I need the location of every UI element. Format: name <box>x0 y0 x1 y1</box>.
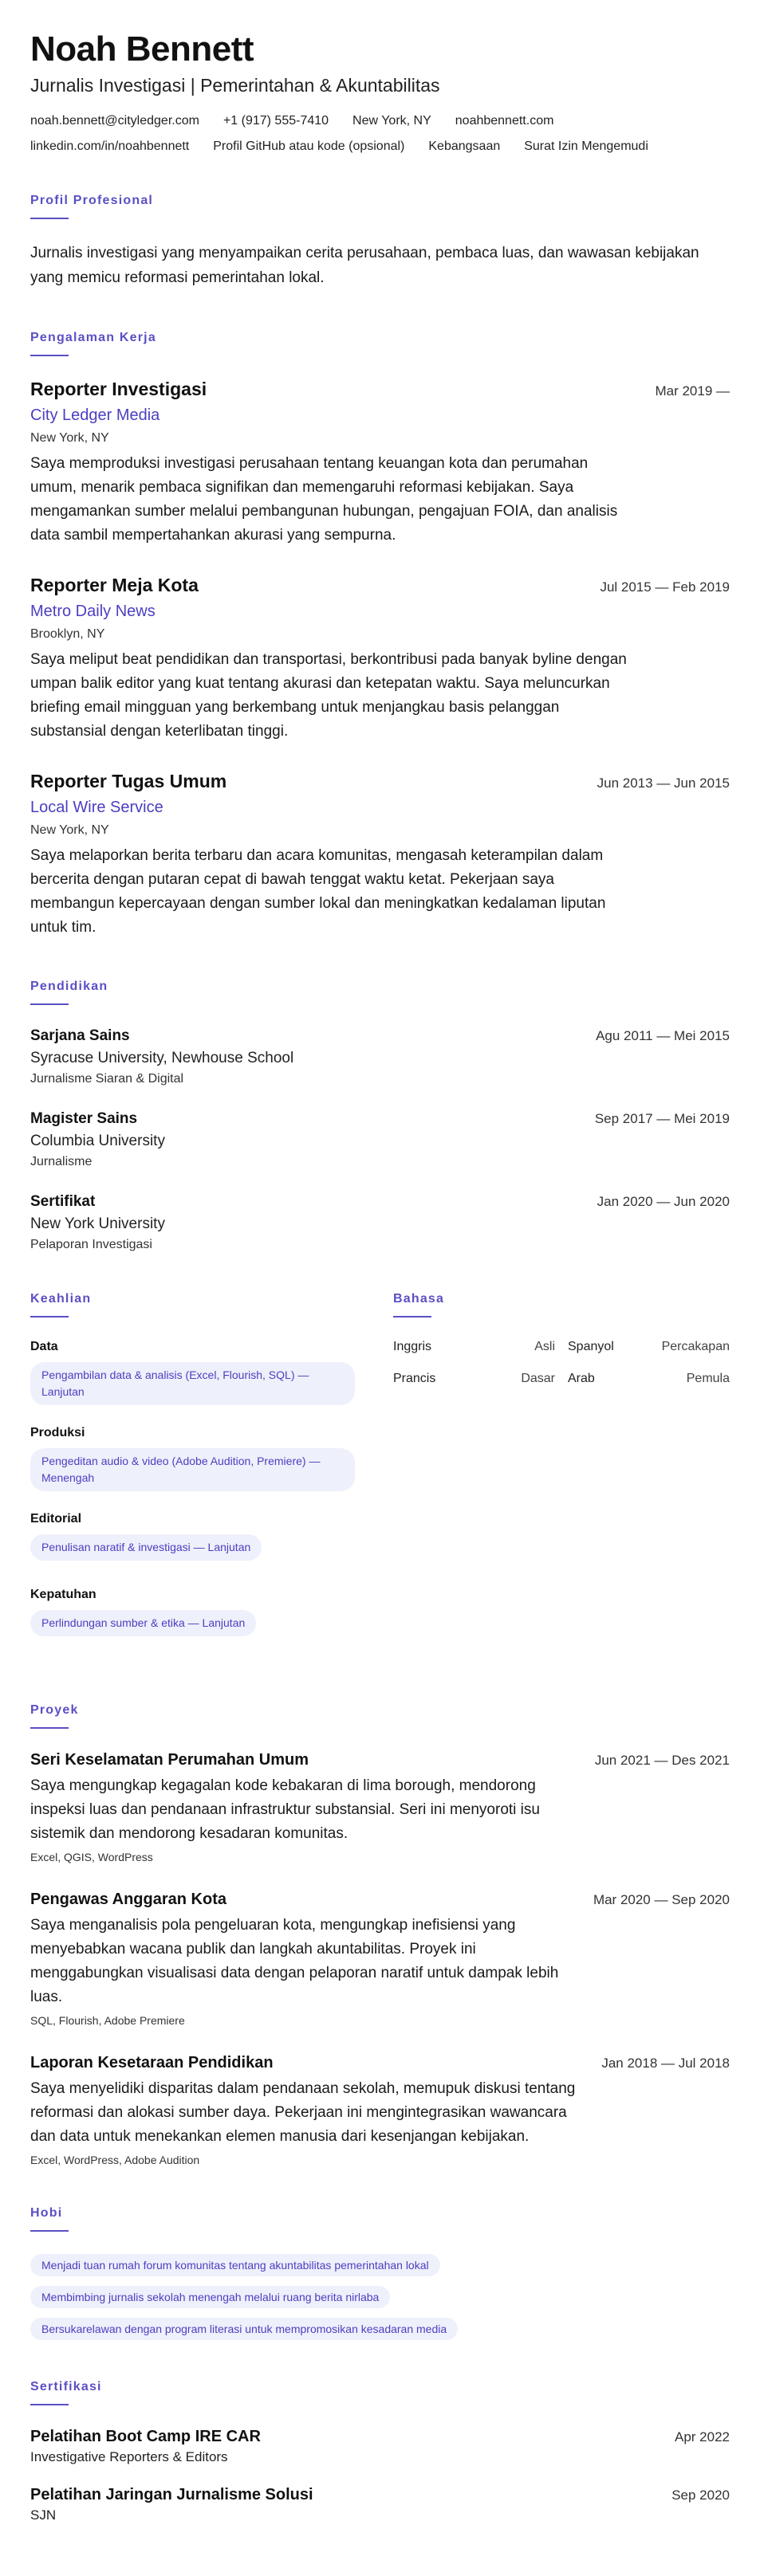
certification-issuer: SJN <box>30 2507 57 2523</box>
language-level: Asli <box>534 1340 555 1354</box>
project-entry <box>30 2054 730 2166</box>
certification-issuer: Investigative Reporters & Editors <box>30 2449 228 2465</box>
skills-column <box>30 1292 361 1663</box>
section-projects <box>30 1703 730 2166</box>
job-description: Saya melaporkan berita terbaru dan acara komunitas, mengasah keterampilan dalam bercerita dengan putaran cepat di bawah tenggat waktu ketat. Pekerjaan saya membangun kepercayaan dengan sumber lokal dan meningkatkan kedalaman liputan untuk tim. <box>30 847 606 937</box>
hobby-chip: Menjadi tuan rumah forum komunitas tentang akuntabilitas pemerintahan lokal <box>30 2254 440 2276</box>
contact-row-secondary <box>30 139 730 154</box>
education-school: New York University <box>30 1215 165 1233</box>
education-field: Pelaporan Investigasi <box>30 1238 152 1252</box>
contact-location: New York, NY <box>352 114 431 128</box>
certification-entry <box>30 2486 730 2523</box>
project-date: Jan 2018 — Jul 2018 <box>601 2056 730 2071</box>
contact-website[interactable]: noahbennett.com <box>455 114 554 128</box>
skill-chip: Perlindungan sumber & etika — Lanjutan <box>30 1610 256 1636</box>
section-title-experience: Pengalaman Kerja <box>30 330 156 344</box>
section-divider <box>30 355 69 356</box>
section-certifications <box>30 2380 730 2523</box>
section-divider <box>30 1727 69 1729</box>
language-name: Arab <box>568 1372 595 1386</box>
section-title-hobbies: Hobi <box>30 2206 63 2221</box>
job-company: City Ledger Media <box>30 406 160 424</box>
language-level: Percakapan <box>661 1340 730 1354</box>
section-skills-languages <box>30 1292 730 1663</box>
certification-name: Pelatihan Boot Camp IRE CAR <box>30 2428 261 2446</box>
certification-date: Apr 2022 <box>675 2429 730 2445</box>
language-item <box>568 1340 730 1354</box>
job-date: Jul 2015 — Feb 2019 <box>600 579 730 595</box>
project-title: Laporan Kesetaraan Pendidikan <box>30 2054 274 2072</box>
language-name: Prancis <box>393 1372 436 1386</box>
skill-category: Produksi <box>30 1426 85 1440</box>
certification-entry <box>30 2428 730 2465</box>
project-title: Pengawas Anggaran Kota <box>30 1891 226 1909</box>
section-divider <box>30 1003 69 1005</box>
contact-row-primary <box>30 114 730 128</box>
skill-group <box>30 1426 361 1491</box>
contact-nationality: Kebangsaan <box>428 139 501 154</box>
profile-summary: Jurnalis investigasi yang menyampaikan cerita perusahaan, pembaca luas, dan wawasan kebijakan yang memicu reformasi pemerintahan lokal. <box>30 245 699 287</box>
section-title-education: Pendidikan <box>30 980 108 994</box>
skill-chip: Pengambilan data & analisis (Excel, Flourish, SQL) — Lanjutan <box>30 1362 355 1405</box>
job-company: Metro Daily News <box>30 602 156 620</box>
skill-category: Data <box>30 1340 58 1354</box>
project-entry <box>30 1751 730 1863</box>
education-degree: Sertifikat <box>30 1193 96 1211</box>
education-date: Agu 2011 — Mei 2015 <box>596 1028 730 1044</box>
section-education <box>30 980 730 1252</box>
skill-category: Kepatuhan <box>30 1588 96 1602</box>
candidate-headline: Jurnalis Investigasi | Pemerintahan & Akuntabilitas <box>30 75 440 96</box>
education-school: Columbia University <box>30 1133 165 1150</box>
language-level: Pemula <box>686 1372 730 1386</box>
job-location: New York, NY <box>30 430 109 445</box>
project-tools: Excel, QGIS, WordPress <box>30 1851 153 1864</box>
job-description: Saya meliput beat pendidikan dan transportasi, berkontribusi pada banyak byline dengan umpan balik editor yang kuat tentang akurasi dan ketepatan waktu. Saya meluncurkan briefing email mingguan yang berkembang untuk menjangkau basis pelanggan substansial dengan keterlibatan tinggi. <box>30 650 627 740</box>
project-description: Saya menganalisis pola pengeluaran kota, mengungkap inefisiensi yang menyebabkan wacana publik dan langkah akuntabilitas. Proyek ini menggabungkan visualisasi data dengan pelaporan naratif untuk dampak lebih luas. <box>30 1917 559 2006</box>
project-date: Mar 2020 — Sep 2020 <box>593 1892 730 1908</box>
hobby-chip: Bersukarelawan dengan program literasi untuk mempromosikan kesadaran media <box>30 2318 458 2340</box>
section-title-projects: Proyek <box>30 1703 79 1718</box>
section-divider <box>30 218 69 219</box>
education-field: Jurnalisme Siaran & Digital <box>30 1072 184 1086</box>
language-level: Dasar <box>521 1372 555 1386</box>
education-school: Syracuse University, Newhouse School <box>30 1050 294 1067</box>
education-entry <box>30 1110 730 1169</box>
section-divider <box>30 2230 69 2232</box>
skill-chip: Penulisan naratif & investigasi — Lanjutan <box>30 1534 262 1561</box>
project-tools: Excel, WordPress, Adobe Audition <box>30 2154 200 2167</box>
project-date: Jun 2021 — Des 2021 <box>594 1753 730 1769</box>
job-company: Local Wire Service <box>30 799 163 817</box>
section-profile <box>30 194 730 291</box>
job-entry <box>30 575 730 744</box>
education-degree: Sarjana Sains <box>30 1027 130 1045</box>
project-entry <box>30 1891 730 2027</box>
skill-chip: Pengeditan audio & video (Adobe Audition, Premiere) — Menengah <box>30 1448 355 1491</box>
job-title: Reporter Tugas Umum <box>30 771 227 792</box>
candidate-name: Noah Bennett <box>30 29 254 69</box>
resume-header <box>30 30 730 154</box>
certification-date: Sep 2020 <box>671 2488 730 2503</box>
skill-group <box>30 1588 361 1643</box>
job-location: Brooklyn, NY <box>30 626 105 641</box>
section-experience <box>30 331 730 940</box>
section-title-languages: Bahasa <box>393 1292 445 1306</box>
education-entry <box>30 1027 730 1086</box>
section-title-skills: Keahlian <box>30 1292 92 1306</box>
language-item <box>568 1372 730 1386</box>
section-hobbies <box>30 2206 730 2340</box>
language-list <box>393 1340 730 1386</box>
job-entry <box>30 771 730 940</box>
contact-driving-license: Surat Izin Mengemudi <box>524 139 648 154</box>
job-title: Reporter Investigasi <box>30 378 207 399</box>
certification-name: Pelatihan Jaringan Jurnalisme Solusi <box>30 2486 313 2504</box>
language-item <box>393 1340 555 1354</box>
skill-group <box>30 1340 361 1405</box>
hobby-chip: Membimbing jurnalis sekolah menengah melalui ruang berita nirlaba <box>30 2286 390 2308</box>
language-name: Spanyol <box>568 1340 614 1354</box>
education-entry <box>30 1193 730 1252</box>
section-title-certifications: Sertifikasi <box>30 2380 102 2394</box>
section-title-profile: Profil Profesional <box>30 194 154 208</box>
language-name: Inggris <box>393 1340 432 1354</box>
job-location: New York, NY <box>30 823 109 838</box>
project-description: Saya mengungkap kegagalan kode kebakaran di lima borough, mendorong inspeksi luas dan pendanaan infrastruktur substansial. Seri ini menyoroti isu sistemik dan mendorong kesadaran komunitas. <box>30 1777 540 1843</box>
contact-linkedin[interactable]: linkedin.com/in/noahbennett <box>30 139 190 154</box>
job-entry <box>30 379 730 548</box>
skill-group <box>30 1512 361 1567</box>
contact-email[interactable]: noah.bennett@cityledger.com <box>30 114 199 128</box>
job-title: Reporter Meja Kota <box>30 574 199 595</box>
project-tools: SQL, Flourish, Adobe Premiere <box>30 2014 185 2028</box>
languages-column <box>393 1292 730 1663</box>
education-degree: Magister Sains <box>30 1110 138 1128</box>
language-item <box>393 1372 555 1386</box>
job-description: Saya memproduksi investigasi perusahaan tentang keuangan kota dan perumahan umum, menarik pembaca signifikan dan memengaruhi reformasi kebijakan. Saya mengamankan sumber melalui pembangunan hubungan, pengajuan FOIA, dan analisis data sambil mempertahankan akurasi yang sempurna. <box>30 454 618 544</box>
contact-github[interactable]: Profil GitHub atau kode (opsional) <box>213 139 405 154</box>
education-field: Jurnalisme <box>30 1155 93 1169</box>
section-divider <box>30 1316 69 1317</box>
job-date: Jun 2013 — Jun 2015 <box>597 776 730 791</box>
contact-phone[interactable]: +1 (917) 555-7410 <box>222 114 329 128</box>
section-divider <box>30 2404 69 2405</box>
project-title: Seri Keselamatan Perumahan Umum <box>30 1751 309 1769</box>
skill-category: Editorial <box>30 1512 82 1526</box>
education-date: Jan 2020 — Jun 2020 <box>597 1194 730 1210</box>
education-date: Sep 2017 — Mei 2019 <box>594 1111 730 1127</box>
job-date: Mar 2019 — <box>655 383 730 399</box>
project-description: Saya menyelidiki disparitas dalam pendanaan sekolah, memupuk diskusi tentang reformasi dan alokasi sumber daya. Pekerjaan ini mengintegrasikan wawancara dan data untuk menekankan elemen manusia dari kesenjangan kebijakan. <box>30 2080 576 2146</box>
section-divider <box>393 1316 431 1317</box>
